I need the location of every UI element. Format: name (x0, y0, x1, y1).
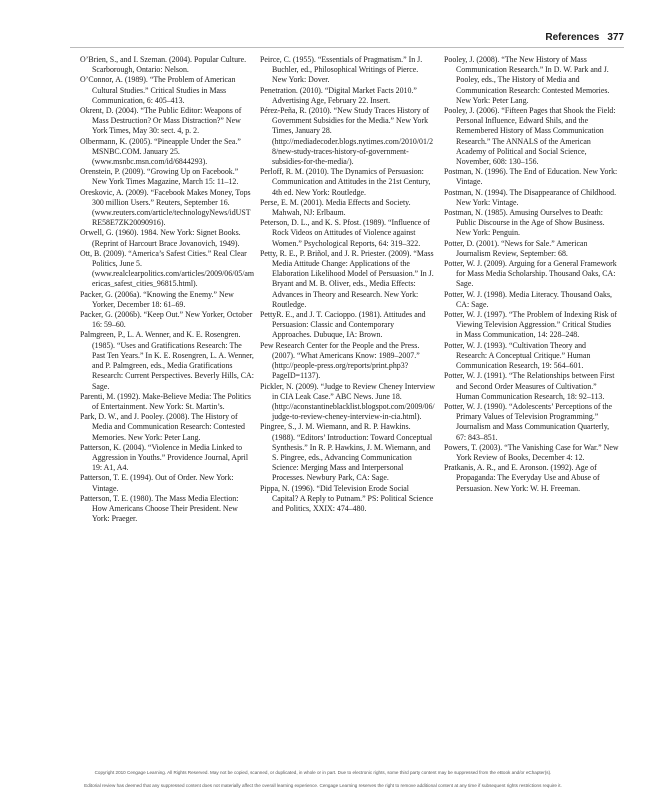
editorial-notice: Editorial review has deemed that any suppressed content does not materially affect the overall learning experience. Cengage Learning reserves the right to remove additional content at any time if subsequent rights restrictions require it. (84, 783, 562, 788)
reference-entry: Pooley, J. (2006). “Fifteen Pages that Shook the Field: Personal Influence, Edward Shils, and the Remembered History of Mass Communication Research.” The ANNALS of the American Academy of Political and Social Science, November, 608: 130–156. (444, 106, 616, 167)
reference-entry: Packer, G. (2006a). “Knowing the Enemy.” New Yorker, December 18: 61–69. (80, 289, 234, 309)
reference-entry: Perloff, R. M. (2010). The Dynamics of Persuasion: Communication and Attitudes in the 21st Century, 4th ed. New York: Routledge. (260, 167, 431, 197)
reference-entry: Potter, D. (2001). “News for Sale.” American Journalism Review, September: 68. (444, 238, 588, 258)
reference-entry: Ott, B. (2009). “America’s Safest Cities.” Real Clear Politics, June 5. (www.realclearpolitics.com/articles/2009/06/05/americas_safest_cities_96815.html). (80, 248, 255, 289)
reference-entry: Potter, W. J. (2009). Arguing for a General Framework for Mass Media Scholarship. Thousand Oaks, CA: Sage. (444, 259, 617, 289)
reference-column-3 (444, 55, 619, 494)
reference-entry: Patterson, K. (2004). “Violence in Media Linked to Aggression in Youths.” Providence Journal, April 19: A1, A4. (80, 442, 249, 473)
reference-entry: Pooley, J. (2008). “The New History of Mass Communication Research.” In D. W. Park and J. Pooley, eds., The History of Media and Communication Research: Contested Memories. New York: Peter Lang. (444, 55, 610, 105)
reference-entry: Potter, W. J. (1990). “Adolescents’ Perceptions of the Primary Values of Television Programming.” Journalism and Mass Communication Quarterly, 67: 843–851. (444, 401, 613, 442)
section-title: References (545, 32, 600, 43)
reference-entry: Patterson, T. E. (1994). Out of Order. New York: Vintage. (80, 473, 234, 493)
reference-entry: Postman, N. (1985). Amusing Ourselves to Death: Public Discourse in the Age of Show Business. New York: Penguin. (444, 208, 605, 238)
reference-entry: Potter, W. J. (1998). Media Literacy. Thousand Oaks, CA: Sage. (444, 289, 612, 309)
reference-entry: Oreskovic, A. (2009). “Facebook Makes Money, Tops 300 million Users.” Reuters, September 16. (www.reuters.com/article/technologyNews/idUSTRE58E7ZK20090916). (80, 187, 251, 228)
reference-entry: Powers, T. (2003). “The Vanishing Case for War.” New York Review of Books, December 4: 12. (444, 442, 619, 462)
header-rule (70, 47, 624, 48)
reference-entry: Pippa, N. (1996). “Did Television Erode Social Capital? A Reply to Putnam.” PS: Political Science and Politics, XXIX: 474–480. (260, 483, 434, 513)
reference-entry: Potter, W. J. (1991). “The Relationships between First and Second Order Measures of Cultivation.” Human Communication Research, 18: 92–113. (444, 371, 615, 401)
page-number: 377 (607, 32, 624, 43)
reference-entry: Pickler, N. (2009). “Judge to Review Cheney Interview in CIA Leak Case.” ABC News. June 18. (http://aconstantineblacklist.blogspot.com/2009/06/judge-to-review-cheney-interview-in-cia.html). (260, 381, 435, 422)
reference-entry: Potter, W. J. (1997). “The Problem of Indexing Risk of Viewing Television Aggression.” Critical Studies in Mass Communication, 14: 228–248. (444, 310, 618, 340)
reference-entry: Perse, E. M. (2001). Media Effects and Society. Mahwah, NJ: Erlbaum. (260, 197, 411, 218)
running-header (545, 32, 624, 46)
reference-entry: Postman, N. (1996). The End of Education. New York: Vintage. (444, 167, 618, 187)
reference-entry: Park, D. W., and J. Pooley. (2008). The History of Media and Communication Research: Contested Memories. New York: Peter Lang. (80, 412, 245, 442)
reference-entry: Pérez-Peña, R. (2010). “New Study Traces History of Government Subsidies for the Media.” New York Times, January 28. (http://mediadecoder.blogs.nytimes.com/2010/01/28/new-study-traces-history-of-government-subsidies-for-the-media/). (260, 106, 434, 167)
reference-entry: Postman, N. (1994). The Disappearance of Childhood. New York: Vintage. (444, 187, 617, 207)
reference-entry: Pingree, S., J. M. Wiemann, and R. P. Hawkins. (1988). “Editors’ Introduction: Toward Conceptual Synthesis.” In R. P. Hawkins, J. M. Wiemann, and S. Pingree, eds., Advancing Communication Science: Merging Mass and Interpersonal Processes. Newbury Park, CA: Sage. (260, 422, 433, 483)
reference-entry: Okrent, D. (2004). “The Public Editor: Weapons of Mass Destruction? Or Mass Distraction?” New York Times, May 30: sect. 4, p. 2. (80, 106, 242, 136)
reference-entry: Packer, G. (2006b). “Keep Out.” New Yorker, October 16: 59–60. (80, 310, 253, 330)
reference-column-1 (80, 55, 255, 524)
reference-entry: Petty, R. E., P. Briñol, and J. R. Priester. (2009). “Mass Media Attitude Change: Applications of the Elaboration Likelihood Model of Persuasion.” In J. Bryant and M. B. Oliver, eds., Media Effects: Advances in Theory and Research. New York: Routledge. (260, 248, 434, 309)
reference-entry: Palmgreen, P., L. A. Wenner, and K. E. Rosengren. (1985). “Uses and Gratifications Research: The Past Ten Years.” In K. E. Rosengren, L. A. Wenner, and P. Palmgreen, eds., Media Gratifications Research: Current Perspectives. Beverly Hills, CA: Sage. (80, 330, 254, 391)
reference-entry: Orenstein, P. (2009). “Growing Up on Facebook.” New York Times Magazine, March 15: 11–12. (80, 167, 239, 187)
reference-entry: O’Connor, A. (1989). “The Problem of American Cultural Studies.” Critical Studies in Mass Communication, 6: 405–413. (80, 75, 236, 105)
reference-entry: Peirce, C. (1955). “Essentials of Pragmatism.” In J. Buchler, ed., Philosophical Writings of Pierce. New York: Dover. (260, 55, 423, 85)
reference-entry: Potter, W. J. (1993). “Cultivation Theory and Research: A Conceptual Critique.” Human Communication Research, 19: 564–601. (444, 340, 591, 371)
copyright-notice: Copyright 2010 Cengage Learning. All Rights Reserved. May not be copied, scanned, or duplicated, in whole or in part. Due to electronic rights, some third party content may be suppressed from the eBook and/or eChapter(s). (94, 770, 552, 775)
reference-entry: O’Brien, S., and I. Szeman. (2004). Popular Culture. Scarborough, Ontario: Nelson. (80, 55, 247, 75)
reference-entry: Patterson, T. E. (1980). The Mass Media Election: How Americans Choose Their President. New York: Praeger. (80, 493, 239, 524)
reference-column-2 (260, 55, 435, 514)
reference-entry: Pew Research Center for the People and the Press. (2007). “What Americans Know: 1989–2007.” (http://people-press.org/reports/print.php3?PageID=1137). (260, 340, 420, 381)
reference-entry: PettyR. E., and J. T. Cacioppo. (1981). Attitudes and Persuasion: Classic and Contemporary Approaches. Dubuque, IA: Brown. (260, 310, 426, 340)
reference-entry: Pratkanis, A. R., and E. Aronson. (1992). Age of Propaganda: The Everyday Use and Abuse of Persuasion. New York: W. H. Freeman. (444, 463, 600, 493)
reference-entry: Olbermann, K. (2005). “Pineapple Under the Sea.” MSNBC.COM. January 25. (www.msnbc.msn.com/id/6844293). (80, 136, 241, 167)
reference-entry: Peterson, D. L., and K. S. Pfost. (1989). “Influence of Rock Videos on Attitudes of Violence against Women.” Psychological Reports, 64: 319–322. (260, 218, 430, 248)
reference-entry: Parenti, M. (1992). Make-Believe Media: The Politics of Entertainment. New York: St. Martin’s. (80, 391, 252, 411)
reference-entry: Orwell, G. (1960). 1984. New York: Signet Books. (Reprint of Harcourt Brace Jovanovich, 1949). (80, 228, 241, 248)
reference-entry: Penetration. (2010). “Digital Market Facts 2010.” Advertising Age, February 22. Insert. (260, 85, 417, 105)
